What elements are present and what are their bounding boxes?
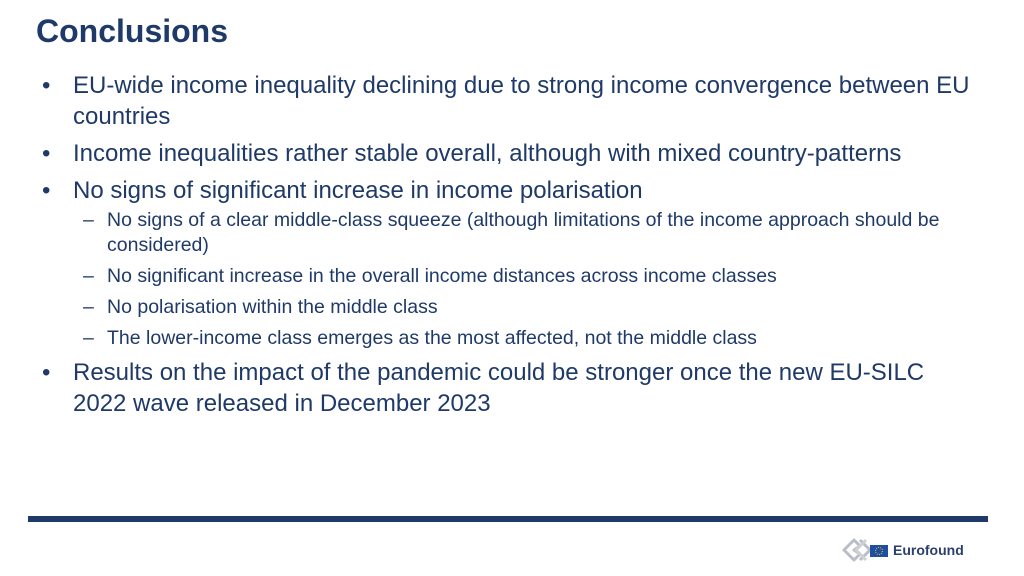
- sub-bullet-item: [40, 264, 980, 289]
- bullet-item: [40, 138, 980, 169]
- bullet-text: Income inequalities rather stable overall, although with mixed country-patterns: [73, 140, 902, 167]
- eurofound-logo-text: Eurofound: [893, 542, 964, 558]
- bullet-marker: •: [42, 359, 51, 386]
- bullet-item: [40, 175, 980, 206]
- sub-bullet-text: No polarisation within the middle class: [107, 296, 438, 318]
- sub-bullet-text: No signs of a clear middle-class squeeze (although limitations of the income approach should be considered): [107, 209, 940, 256]
- sub-bullet-list: [40, 208, 980, 351]
- sub-bullet-marker: –: [83, 327, 94, 349]
- bullet-text: No signs of significant increase in income polarisation: [73, 177, 643, 204]
- bullet-item: [40, 357, 980, 419]
- bullet-list: [40, 70, 980, 425]
- sub-bullet-marker: –: [83, 209, 94, 231]
- sub-bullet-text: The lower-income class emerges as the most affected, not the middle class: [107, 327, 757, 349]
- bullet-item: [40, 70, 980, 132]
- bullet-text: Results on the impact of the pandemic could be stronger once the new EU-SILC 2022 wave released in December 2023: [73, 359, 925, 417]
- sub-bullet-item: [40, 326, 980, 351]
- eurofound-logo: [840, 536, 970, 564]
- sub-bullet-marker: –: [83, 296, 94, 318]
- slide-title: Conclusions: [36, 13, 229, 49]
- bullet-marker: •: [42, 140, 51, 167]
- bullet-marker: •: [42, 72, 51, 99]
- bullet-text: EU-wide income inequality declining due to strong income convergence between EU countries: [73, 72, 970, 130]
- sub-bullet-item: [40, 295, 980, 320]
- footer-divider-bar: [28, 516, 988, 522]
- eurofound-logo-icon: [840, 537, 890, 563]
- sub-bullet-marker: –: [83, 265, 94, 287]
- bullet-marker: •: [42, 177, 51, 204]
- sub-bullet-item: [40, 208, 980, 258]
- sub-bullet-text: No significant increase in the overall income distances across income classes: [107, 265, 777, 287]
